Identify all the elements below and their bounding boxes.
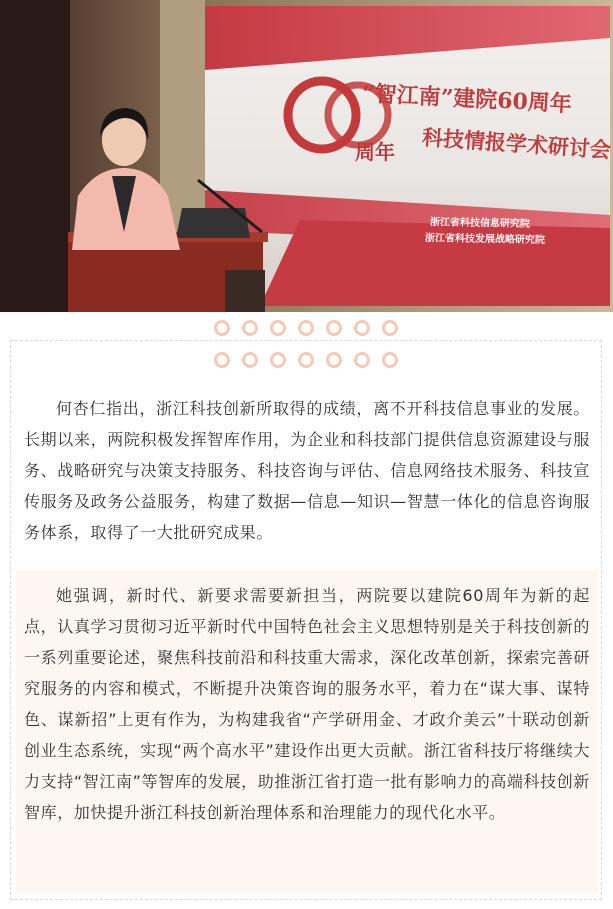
article-paragraph-1: 何杏仁指出，浙江科技创新所取得的成绩，离不开科技信息事业的发展。长期以来，两院积极发挥智库作用，为企业和科技部门提供信息资源建设与服务、战略研究与决策支持服务、科技咨询与评估、信息网络技术服务、科技宣传服务及政务公益服务，构建了数据—信息—知识—智慧一体化的信息咨询服务体系，取得了一大批研究成果。 xyxy=(24,399,590,542)
banner-number-suffix: 周年 xyxy=(355,140,395,164)
circle-icon xyxy=(326,320,342,336)
banner-org1: 浙江省科技信息研究院 xyxy=(429,217,531,230)
banner-title-line1: “智江南”建院60周年 xyxy=(361,80,573,118)
circle-icon xyxy=(242,320,258,336)
circle-icon xyxy=(382,320,398,336)
article-paragraph-2: 她强调，新时代、新要求需要新担当，两院要以建院60周年为新的起点，认真学习贯彻习近平新时代中国特色社会主义思想特别是关于科技创新的一系列重要论述，聚焦科技前沿和科技重大需求，深化改革创新，探索完善研究服务的内容和模式，不断提升决策咨询的服务水平，着力在“谋大事、谋特色、谋新招”上更有作为，为构建我省“产学研用金、才政介美云”十联动创新创业生态系统，实现“两个高水平”建设作出更大贡献。浙江省科技厅将继续大力支持“智江南”等智库的发展，助推浙江省打造一批有影响力的高端科技创新智库，加快提升浙江科技创新治理体系和治理能力的现代化水平。 xyxy=(24,586,590,822)
circle-icon xyxy=(354,320,370,336)
banner-title-line2: 科技情报学术研讨会 xyxy=(421,124,612,163)
banner-org2: 浙江省科技发展战略研究院 xyxy=(424,232,546,247)
decorative-dot-row-top xyxy=(0,320,613,338)
event-photo xyxy=(0,0,613,312)
circle-icon xyxy=(270,320,286,336)
circle-icon xyxy=(214,320,230,336)
circle-icon xyxy=(298,320,314,336)
